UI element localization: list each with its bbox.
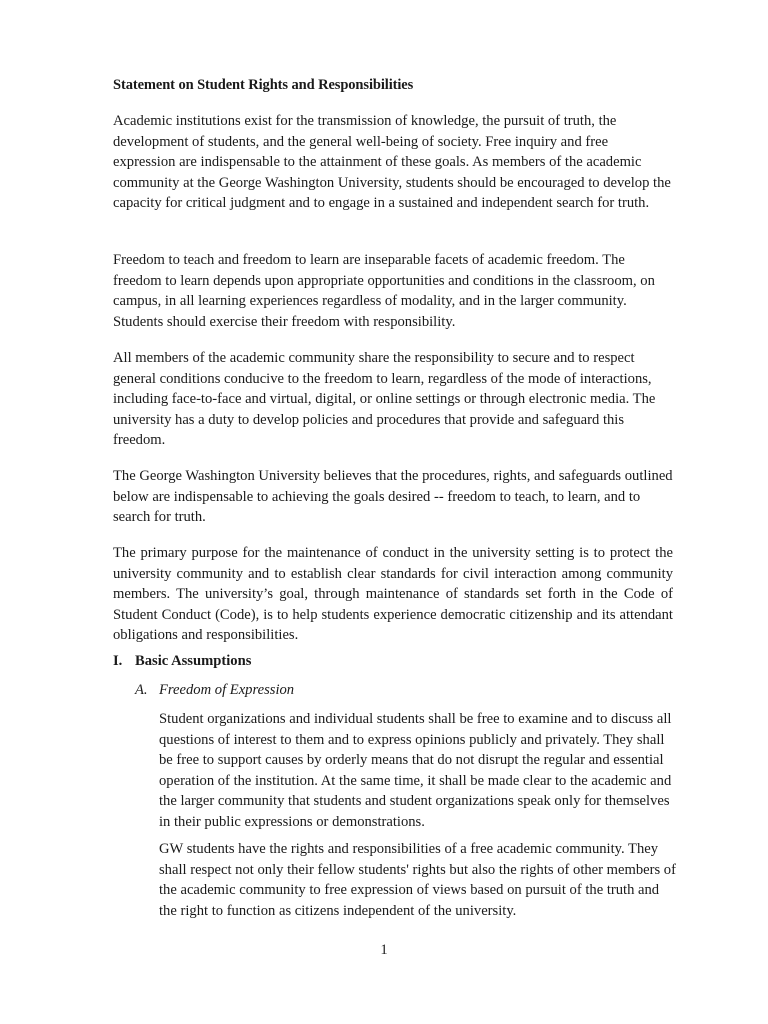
subsection-paragraph-1: Student organizations and individual students shall be free to examine and to discuss all questions of interest to them and to express opinions publicly and privately. They shall be free to support causes by orderly means that do not disrupt the regular and essential operation of the institution. At the same time, it shall be made clear to the academic and the larger community that students and student organizations speak only for themselves in their public expressions or demonstrations. [159,711,672,830]
page-number: 1 [380,942,388,958]
section-title: Basic Assumptions [135,653,252,669]
subsection-heading [135,682,294,699]
subsection-title: Freedom of Expression [159,682,295,698]
document-title: Statement on Student Rights and Responsibilities [113,77,414,93]
intro-paragraph-3: All members of the academic community share the responsibility to secure and to respect general conditions conducive to the freedom to learn, regardless of the mode of interactions, including face-to-face and virtual, digital, or online settings or through electronic media. The university has a duty to develop policies and procedures that provide and safeguard this freedom. [113,350,656,448]
intro-paragraph-4: The George Washington University believes that the procedures, rights, and safeguards outlined below are indispensable to achieving the goals desired -- freedom to teach, to learn, and to search for truth. [113,468,673,525]
subsection-paragraph-2: GW students have the rights and responsibilities of a free academic community. They shall respect not only their fellow students' rights but also the rights of other members of the academic community to free expression of views based on pursuit of the truth and the right to function as citizens independent of the university. [159,841,676,919]
section-number: I. [113,653,123,669]
intro-paragraph-2: Freedom to teach and freedom to learn are inseparable facets of academic freedom. The freedom to learn depends upon appropriate opportunities and conditions in the classroom, on campus, in all learning experiences regardless of modality, and in the larger community. Students should exercise their freedom with responsibility. [113,252,655,330]
subsection-letter: A. [135,682,148,698]
intro-paragraph-5: The primary purpose for the maintenance of conduct in the university setting is to protect the university community and to establish clear standards for civil interaction among community members. The university’s goal, through maintenance of standards set forth in the Code of Student Conduct (Code), is to help students experience democratic citizenship and its attendant obligations and responsibilities. [113,545,673,643]
intro-paragraph-1: Academic institutions exist for the transmission of knowledge, the pursuit of truth, the development of students, and the general well-being of society. Free inquiry and free expression are indispensable to the attainment of these goals. As members of the academic community at the George Washington University, students should be encouraged to develop the capacity for critical judgment and to engage in a sustained and independent search for truth. [113,113,671,211]
section-heading [113,653,251,670]
